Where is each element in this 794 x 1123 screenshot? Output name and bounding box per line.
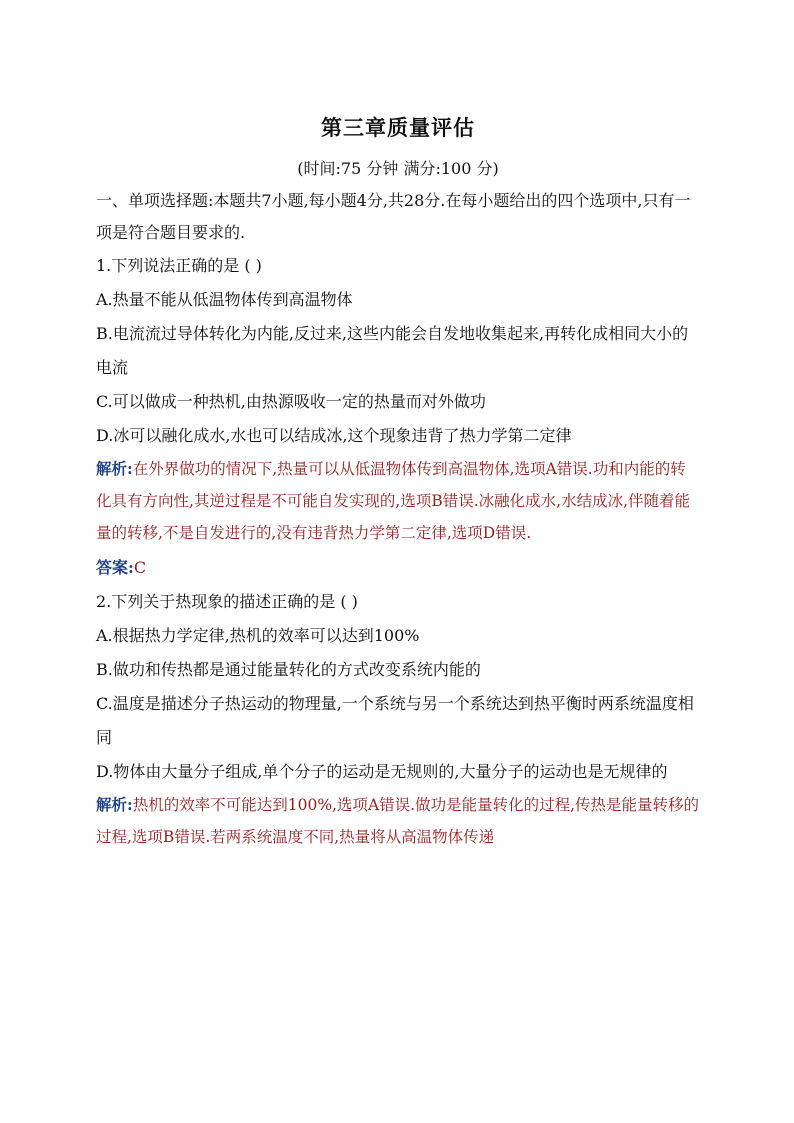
- question-2: [96, 585, 700, 853]
- explanation-text: 热机的效率不可能达到100%,选项A错误.做功是能量转化的过程,传热是能量转移的过程,选项B错误.若两系统温度不同,热量将从高温物体传递: [96, 796, 700, 846]
- option-b: B.电流流过导体转化为内能,反过来,这些内能会自发地收集起来,再转化成相同大小的电流: [96, 324, 689, 377]
- explanation-label: 解析:: [96, 459, 133, 478]
- answer-label: 答案:: [96, 558, 134, 577]
- answer-value: C: [133, 558, 147, 577]
- option-c: C.温度是描述分子热运动的物理量,一个系统与另一个系统达到热平衡时两系统温度相同: [96, 694, 694, 747]
- option-d: D.冰可以融化成水,水也可以结成冰,这个现象违背了热力学第二定律: [96, 426, 572, 445]
- option-a: A.根据热力学定律,热机的效率可以达到100%: [96, 626, 420, 645]
- document-page: [96, 112, 700, 853]
- exam-info: (时间:75 分钟 满分:100 分): [297, 159, 499, 178]
- page-title: 第三章质量评估: [321, 115, 475, 140]
- explanation: [96, 453, 700, 549]
- question-1: [96, 249, 700, 585]
- explanation: [96, 789, 700, 853]
- option-d: D.物体由大量分子组成,单个分子的运动是无规则的,大量分子的运动也是无规律的: [96, 762, 668, 781]
- option-a: A.热量不能从低温物体传到高温物体: [96, 290, 353, 309]
- option-b: B.做功和传热都是通过能量转化的方式改变系统内能的: [96, 660, 481, 679]
- explanation-label: 解析:: [96, 795, 133, 814]
- answer: [96, 551, 700, 585]
- explanation-text: 在外界做功的情况下,热量可以从低温物体传到高温物体,选项A错误.功和内能的转化具有方向性,其逆过程是不可能自发实现的,选项B错误.冰融化成水,水结成冰,伴随着能量的转移,不是自发进行的,没有违背热力学第二定律,选项D错误.: [96, 460, 691, 542]
- section-intro: 一、单项选择题:本题共7小题,每小题4分,共28分.在每小题给出的四个选项中,只有一项是符合题目要求的.: [96, 191, 691, 242]
- question-stem: 2.下列关于热现象的描述正确的是 ( ): [96, 592, 358, 611]
- question-stem: 1.下列说法正确的是 ( ): [96, 256, 262, 275]
- option-c: C.可以做成一种热机,由热源吸收一定的热量而对外做功: [96, 392, 486, 411]
